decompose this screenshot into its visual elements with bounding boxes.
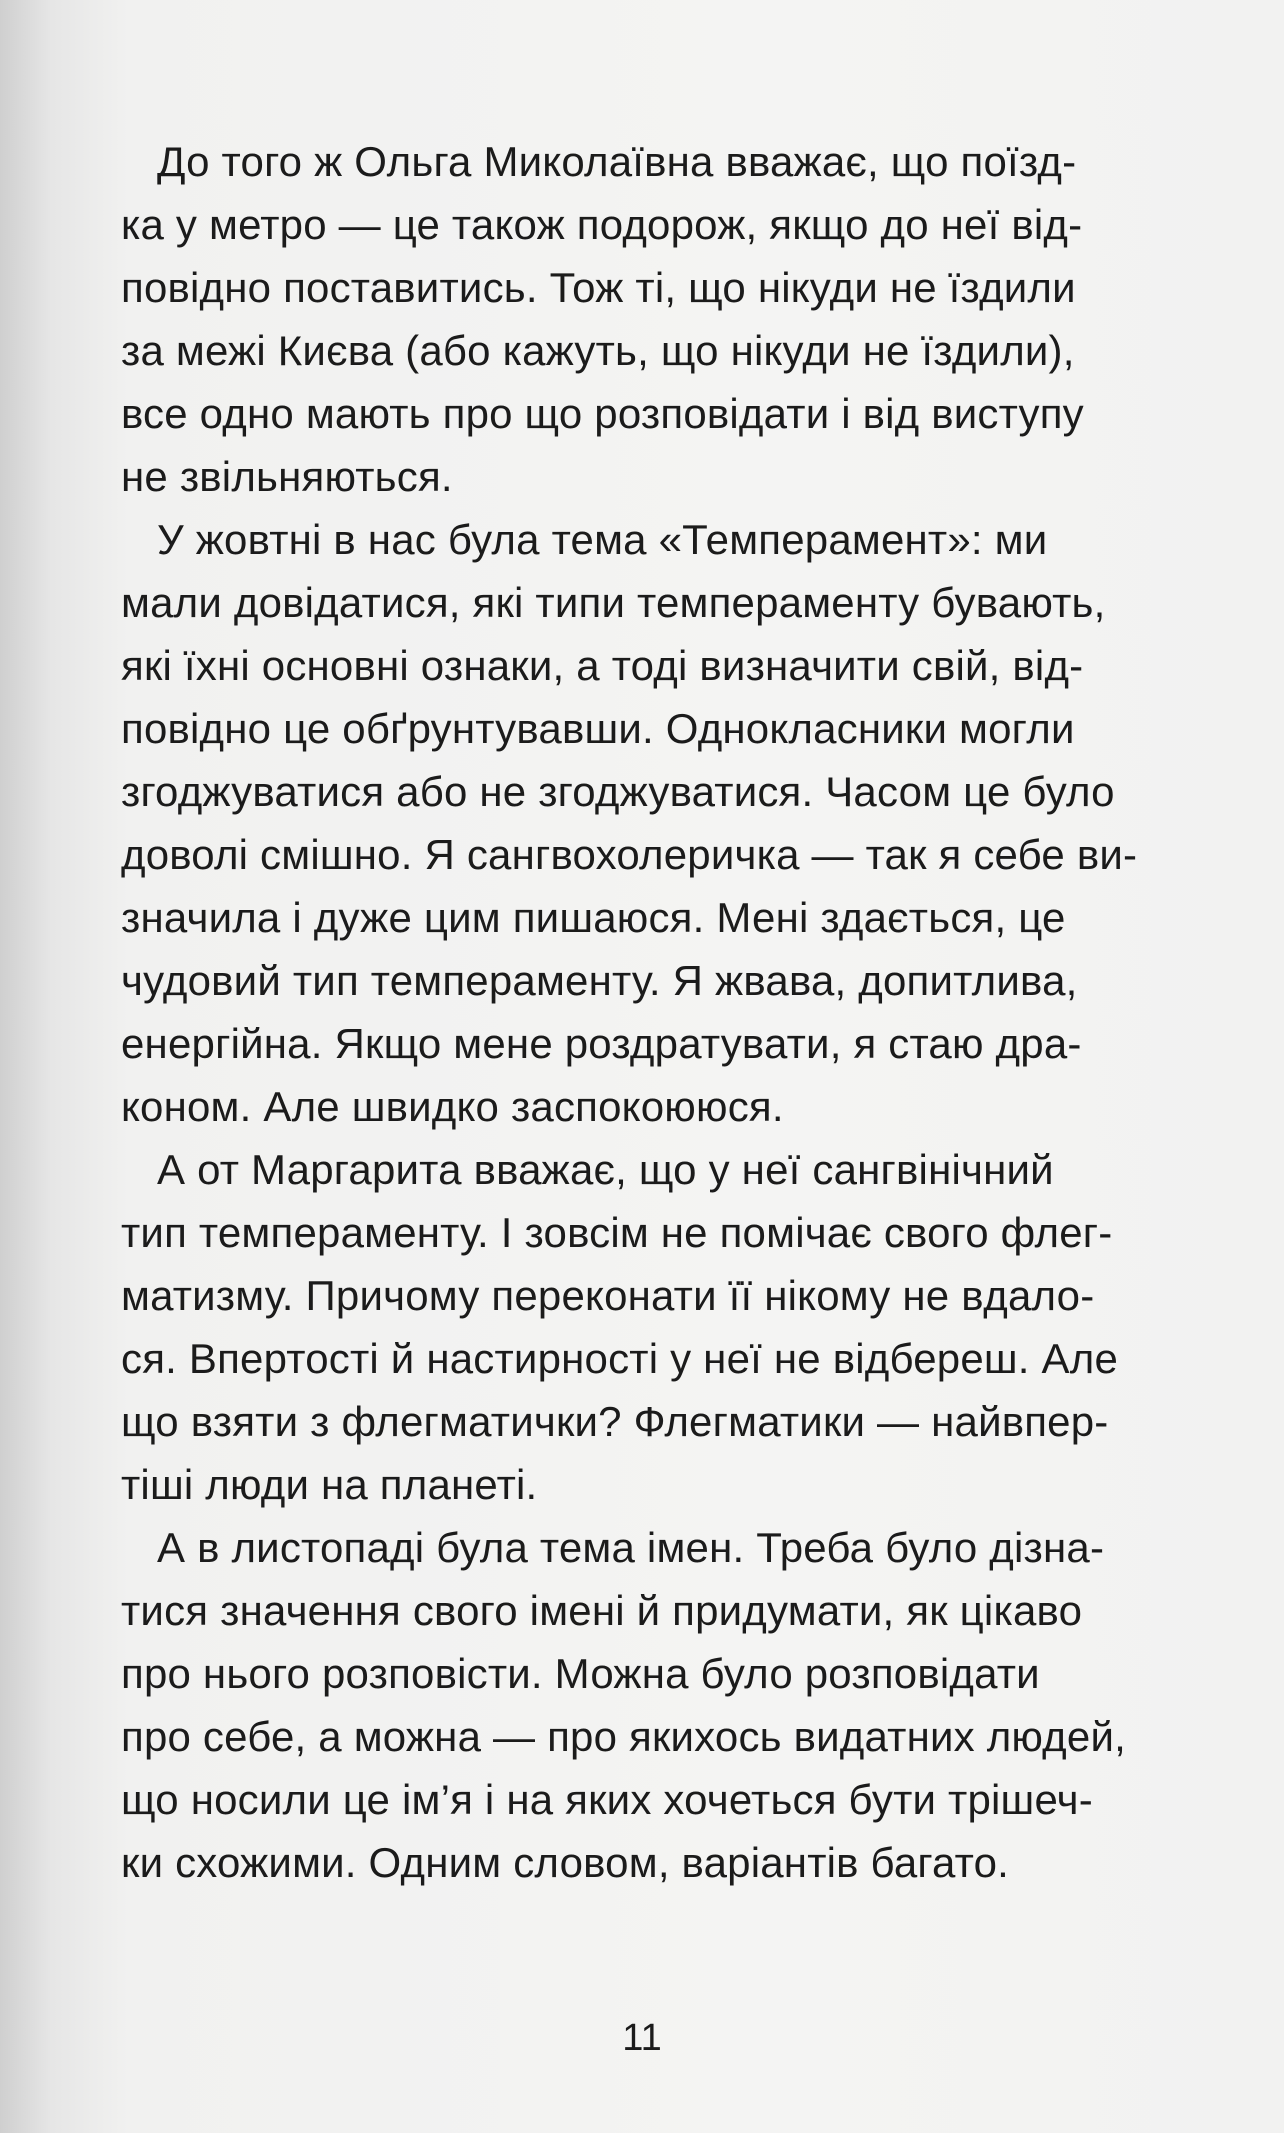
text-line: енергійна. Якщо мене роздратувати, я стаю дра- xyxy=(121,1020,1082,1067)
text-line: не звільняються. xyxy=(121,453,453,500)
text-line: значила і дуже цим пишаюся. Мені здається, це xyxy=(121,894,1066,941)
text-line: До того ж Ольга Миколаївна вважає, що поїзд- xyxy=(157,138,1077,185)
text-line: тіші люди на планеті. xyxy=(121,1461,538,1508)
text-line: чудовий тип темпераменту. Я жвава, допитлива, xyxy=(121,957,1078,1004)
text-line: про нього розповісти. Можна було розповідати xyxy=(121,1650,1040,1697)
text-line: повідно це обґрунтувавши. Однокласники могли xyxy=(121,705,1075,752)
text-line: матизму. Причому переконати її нікому не вдало- xyxy=(121,1272,1095,1319)
text-line: У жовтні в нас була тема «Темперамент»: ми xyxy=(157,516,1048,563)
text-line: тип темпераменту. І зовсім не помічає свого флег- xyxy=(121,1209,1113,1256)
text-line: що взяти з флегматички? Флегматики — найвпер- xyxy=(121,1398,1109,1445)
text-line: згоджуватися або не згоджуватися. Часом це було xyxy=(121,768,1115,815)
text-line: про себе, а можна — про якихось видатних людей, xyxy=(121,1713,1126,1760)
text-line: ся. Впертості й настирності у неї не відбереш. Але xyxy=(121,1335,1119,1382)
text-line: ка у метро — це також подорож, якщо до неї від- xyxy=(121,201,1083,248)
text-line: повідно поставитись. Тож ті, що нікуди не їздили xyxy=(121,264,1076,311)
text-line: коном. Але швидко заспокоююся. xyxy=(121,1083,784,1130)
text-line: які їхні основні ознаки, а тоді визначити свій, від- xyxy=(121,642,1084,689)
text-line: доволі смішно. Я сангвохолеричка — так я себе ви- xyxy=(121,831,1138,878)
text-line: що носили це ім’я і на яких хочеться бути трішеч- xyxy=(121,1776,1093,1823)
text-line: все одно мають про що розповідати і від виступу xyxy=(121,390,1084,437)
text-line: за межі Києва (або кажуть, що нікуди не їздили), xyxy=(121,327,1075,374)
text-line: А от Маргарита вважає, що у неї сангвінічний xyxy=(157,1146,1054,1193)
text-line: тися значення свого імені й придумати, як цікаво xyxy=(121,1587,1083,1634)
text-line: А в листопаді була тема імен. Треба було дізна- xyxy=(157,1524,1105,1571)
page-number: 11 xyxy=(622,2017,662,2059)
text-line: мали довідатися, які типи темпераменту бувають, xyxy=(121,579,1106,626)
text-line: ки схожими. Одним словом, варіантів багато. xyxy=(121,1839,1010,1886)
